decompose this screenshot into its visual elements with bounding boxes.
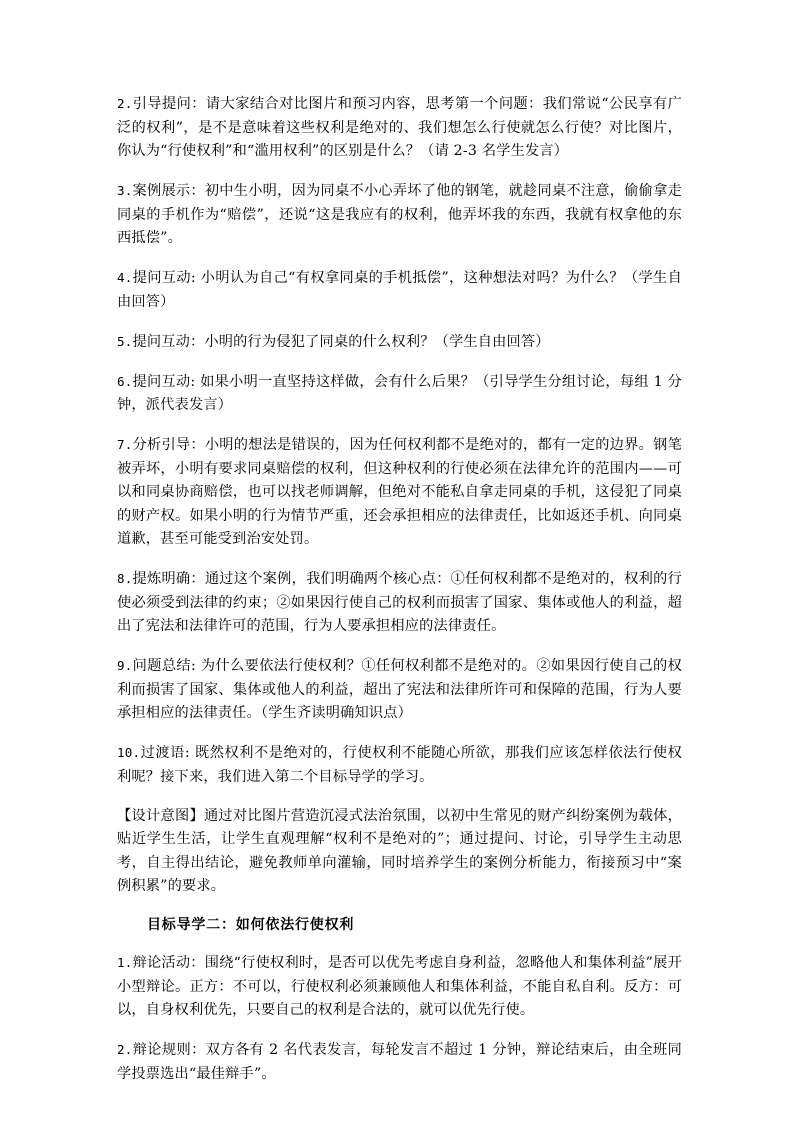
paragraph-number: 9. [117,658,133,673]
design-intent-paragraph [117,805,682,899]
paragraph-number: 1. [117,955,133,970]
debate-paragraph-1 [117,951,682,1023]
paragraph-text: 提问互动：小明的行为侵犯了同桌的什么权利？（学生自由回答） [132,333,550,350]
paragraph-2 [117,92,682,164]
paragraph-number: 10. [117,745,141,760]
section-heading: 目标导学二：如何依法行使权利 [147,917,355,933]
paragraph-number: 8. [117,571,133,586]
paragraph-number: 4. [117,270,133,285]
paragraph-9 [117,654,682,726]
paragraph-text: 提炼明确：通过这个案例，我们明确两个核心点：①任何权利都不是绝对的，权利的行使必须受到法律的约束；②如果因行使自己的权利而损害了国家、集体或他人的利益，超出了宪法和法律许可的范围，行为人要承担相应的法律责任。 [117,571,682,634]
paragraph-text: 案例展示：初中生小明，因为同桌不小心弄坏了他的钢笔，就趁同桌不注意，偷偷拿走同桌的手机作为“赔偿”，还说“这是我应有的权利，他弄坏我的东西，我就有权拿他的东西抵偿”。 [117,183,682,246]
paragraph-5 [117,330,682,355]
paragraph-text: 过渡语: 既然权利不是绝对的，行使权利不能随心所欲，那我们应该怎样依法行使权利呢？接下来，我们进入第二个目标导学的学习。 [117,745,682,785]
paragraph-number: 7. [117,437,133,452]
design-intent-text: 通过对比图片营造沉浸式法治氛围，以初中生常见的财产纠纷案例为载体，贴近学生生活，让学生直观理解“权利不是绝对的”；通过提问、讨论，引导学生主动思考，自主得出结论，避免教师单向灌输，同时培养学生的案例分析能力，衔接预习中“案例积累”的要求。 [117,807,682,894]
paragraph-6 [117,370,682,418]
paragraph-8 [117,567,682,639]
design-intent-label: 【设计意图】 [117,807,204,824]
paragraph-text: 辩论规则：双方各有 2 名代表发言，每轮发言不超过 1 分钟，辩论结束后，由全班同学投票选出“最佳辩手”。 [117,1042,682,1082]
paragraph-number: 2. [117,96,133,111]
paragraph-number: 5. [117,333,133,349]
paragraph-4 [117,266,682,314]
paragraph-3 [117,179,682,251]
paragraph-7 [117,433,682,552]
paragraph-number: 3. [117,183,133,198]
paragraph-text: 问题总结: 为什么要依法行使权利？①任何权利都不是绝对的。②如果因行使自己的权利而损害了国家、集体或他人的利益，超出了宪法和法律所许可和保障的范围，行为人要承担相应的法律责任。（学生齐读明确知识点） [117,658,682,721]
paragraph-text: 提问互动: 小明认为自己“有权拿同桌的手机抵偿”，这种想法对吗？为什么？（学生自由回答） [117,270,682,310]
paragraph-10 [117,741,682,789]
document-page [117,92,682,1102]
paragraph-text: 引导提问：请大家结合对比图片和预习内容，思考第一个问题：我们常说“公民享有广泛的权利”，是不是意味着这些权利是绝对的、我们想怎么行使就怎么行使？对比图片，你认为“行使权利”和“滥用权利”的区别是什么？（请 2-3 名学生发言） [117,96,682,159]
paragraph-number: 2. [117,1042,133,1057]
debate-paragraph-2 [117,1038,682,1086]
paragraph-text: 提问互动: 如果小明一直坚持这样做，会有什么后果？（引导学生分组讨论，每组 1 分钟，派代表发言） [117,373,682,413]
paragraph-text: 分析引导：小明的想法是错误的，因为任何权利都不是绝对的，都有一定的边界。钢笔被弄坏，小明有要求同桌赔偿的权利，但这种权利的行使必须在法律允许的范围内——可以和同桌协商赔偿，也可以找老师调解，但绝对不能私自拿走同桌的手机，这侵犯了同桌的财产权。如果小明的行为情节严重，还会承担相应的法律责任，比如返还手机、向同桌道歉，甚至可能受到治安处罚。 [117,437,682,547]
paragraph-text: 辩论活动：围绕“行使权利时，是否可以优先考虑自身利益，忽略他人和集体利益”展开小型辩论。正方：不可以，行使权利必须兼顾他人和集体利益，不能自私自利。反方：可以，自身权利优先，只要自己的权利是合法的，就可以优先行使。 [117,955,682,1018]
paragraph-number: 6. [117,373,133,389]
